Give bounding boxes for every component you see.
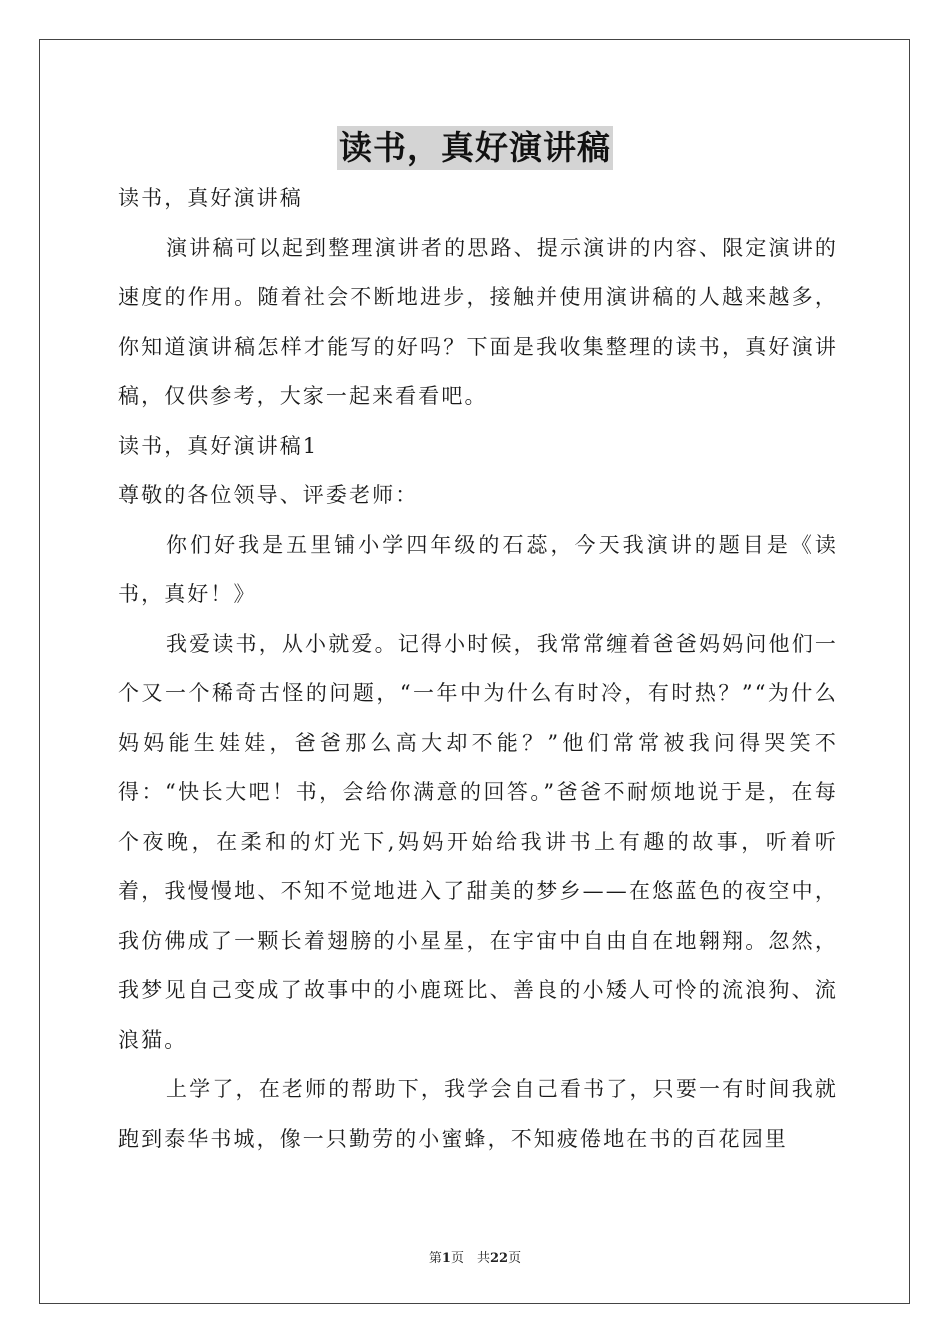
- footer-page-suffix: 页: [508, 1251, 522, 1266]
- document-body: [118, 174, 838, 1164]
- footer-page-total: 22: [489, 1251, 509, 1266]
- title-container: [0, 126, 950, 170]
- footer-page-prefix: 第: [428, 1251, 442, 1266]
- paragraph-salutation: 尊敬的各位领导、评委老师：: [118, 483, 419, 507]
- paragraph-intro: 演讲稿可以起到整理演讲者的思路、提示演讲的内容、限定演讲的速度的作用。随着社会不断地进步，接触并使用演讲稿的人越来越多，你知道演讲稿怎样才能写的好吗？下面是我收集整理的读书，真好演讲稿，仅供参考，大家一起来看看吧。: [118, 235, 838, 408]
- footer-page-middle: 页 共: [450, 1251, 490, 1266]
- footer-page-current: 1: [441, 1251, 451, 1266]
- paragraph-subheading: 读书，真好演讲稿1: [118, 433, 319, 458]
- paragraph-school: 上学了，在老师的帮助下，我学会自己看书了，只要一有时间我就跑到泰华书城，像一只勤劳的小蜜蜂，不知疲倦地在书的百花园里: [118, 1077, 838, 1151]
- page-footer: [0, 1247, 950, 1266]
- paragraph-greeting: 你们好我是五里铺小学四年级的石蕊，今天我演讲的题目是《读书，真好！》: [118, 532, 838, 606]
- paragraph-childhood: 我爱读书，从小就爱。记得小时候，我常常缠着爸爸妈妈问他们一个又一个稀奇古怪的问题，“一年中为什么有时冷，有时热？”“为什么妈妈能生娃娃，爸爸那么高大却不能？”他们常常被我问得哭笑不得：“快长大吧！书，会给你满意的回答。”爸爸不耐烦地说于是，在每个夜晚，在柔和的灯光下,妈妈开始给我讲书上有趣的故事，听着听着，我慢慢地、不知不觉地进入了甜美的梦乡——在悠蓝色的夜空中，我仿佛成了一颗长着翅膀的小星星，在宇宙中自由自在地翱翔。忽然，我梦见自己变成了故事中的小鹿斑比、善良的小矮人可怜的流浪狗、流浪猫。: [118, 631, 838, 1052]
- document-title: 读书，真好演讲稿: [337, 126, 613, 170]
- paragraph-heading: 读书，真好演讲稿: [118, 186, 303, 210]
